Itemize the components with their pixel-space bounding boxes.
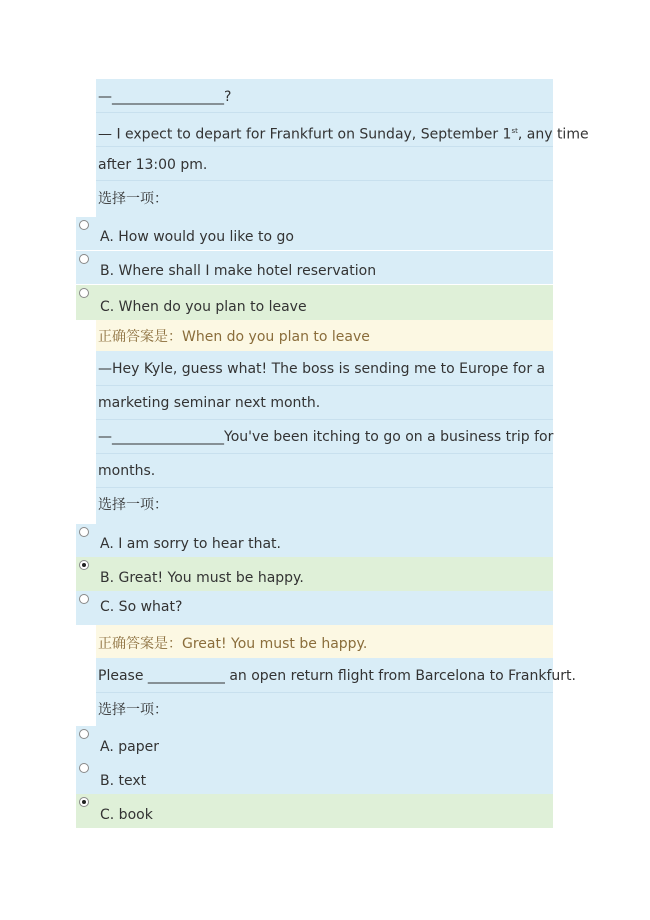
radio-button-icon[interactable]: [79, 288, 89, 298]
question-3-option-b[interactable]: [76, 760, 553, 794]
question-1-prompt-part: — I expect to depart for Frankfurt on Sunday, September 1: [98, 126, 512, 143]
radio-button-icon[interactable]: [79, 763, 89, 773]
question-1-prompt-line-2: [98, 121, 589, 145]
separator: [96, 180, 553, 181]
question-2-correct-answer: [96, 625, 553, 658]
radio-button-icon[interactable]: [79, 729, 89, 739]
question-2-option-b[interactable]: [76, 557, 553, 591]
question-2-prompt-line-4: months.: [98, 463, 156, 479]
question-3-prompt-line-1: Please ___________ an open return flight from Barcelona to Frankfurt.: [98, 668, 576, 684]
question-1-option-c[interactable]: [76, 285, 553, 320]
radio-button-selected-icon[interactable]: [79, 560, 89, 570]
separator: [96, 453, 553, 454]
option-label: C. So what?: [100, 599, 183, 615]
option-label: B. Where shall I make hotel reservation: [100, 263, 377, 279]
question-3-option-a[interactable]: [76, 726, 553, 760]
question-1-correct-answer: [96, 320, 553, 351]
question-2-prompt-line-3: —________________You've been itching to go on a business trip for: [98, 429, 554, 445]
radio-button-icon[interactable]: [79, 220, 89, 230]
question-1-select-label: 选择一项：: [98, 191, 168, 207]
question-1-option-a[interactable]: [76, 217, 553, 250]
radio-button-selected-icon[interactable]: [79, 797, 89, 807]
option-label: A. I am sorry to hear that.: [100, 536, 281, 552]
separator: [96, 692, 553, 693]
correct-answer-text: 正确答案是：Great! You must be happy.: [98, 636, 368, 652]
option-label: B. text: [100, 773, 147, 789]
radio-button-icon[interactable]: [79, 594, 89, 604]
separator: [96, 146, 553, 147]
option-label: A. How would you like to go: [100, 229, 294, 245]
question-1-prompt-line-1: —________________?: [98, 89, 232, 105]
radio-button-icon[interactable]: [79, 254, 89, 264]
question-2-select-label: 选择一项：: [98, 497, 168, 513]
radio-button-icon[interactable]: [79, 527, 89, 537]
question-2-prompt-line-1: —Hey Kyle, guess what! The boss is sending me to Europe for a: [98, 361, 546, 377]
separator: [96, 385, 553, 386]
option-label: C. book: [100, 807, 153, 823]
question-1-prompt-line-3: after 13:00 pm.: [98, 157, 208, 173]
correct-answer-text: 正确答案是：When do you plan to leave: [98, 329, 370, 345]
question-1-option-b[interactable]: [76, 251, 553, 284]
option-label: A. paper: [100, 739, 159, 755]
question-2-option-a[interactable]: [76, 524, 553, 557]
separator: [96, 419, 553, 420]
option-label: B. Great! You must be happy.: [100, 570, 304, 586]
question-1-prompt-part: , any time: [517, 126, 589, 143]
question-3-select-label: 选择一项：: [98, 702, 168, 718]
option-label: C. When do you plan to leave: [100, 299, 307, 315]
question-2-option-c[interactable]: [76, 591, 553, 625]
question-3-option-c[interactable]: [76, 794, 553, 828]
question-2-prompt-line-2: marketing seminar next month.: [98, 395, 321, 411]
separator: [96, 112, 553, 113]
separator: [96, 487, 553, 488]
superscript: st: [511, 127, 518, 135]
